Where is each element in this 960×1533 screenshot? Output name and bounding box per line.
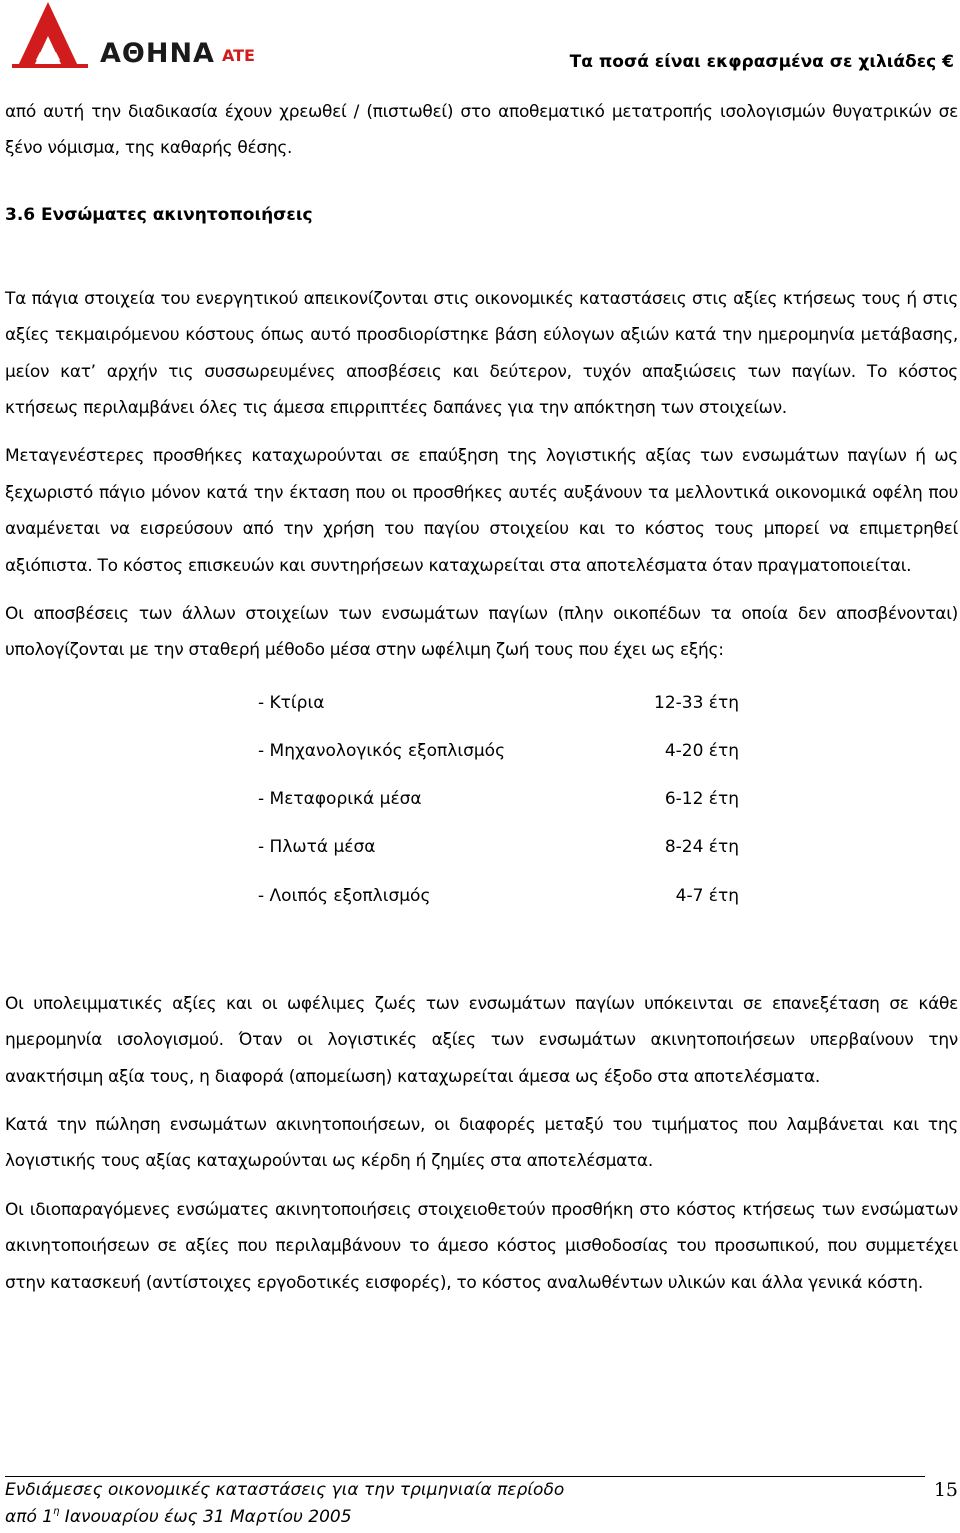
footer-period-prefix: από 1	[5, 1507, 54, 1527]
document-body	[5, 94, 958, 1313]
list-item-value: 4-20 έτη	[664, 741, 739, 762]
paragraph-2: Μεταγενέστερες προσθήκες καταχωρούνται σε επαύξηση της λογιστικής αξίας των ενσωμάτων παγίων ή ως ξεχωριστό πάγιο μόνον κατά την έκταση που οι προσθήκες αυτές αυξάνουν τα μελλοντικά οικονομικά οφέλη που αναμένεται να εισρεύσουν από την χρήση του παγίου στοιχείου και το κόστος τους μπορεί να επιμετρηθεί αξιόπιστα. Το κόστος επισκευών και συντηρήσεων καταχωρείται στα αποτελέσματα όταν πραγματοποιείται.	[5, 446, 958, 576]
list-item-label: - Λοιπός εξοπλισμός	[258, 885, 431, 906]
useful-life-list	[5, 691, 958, 932]
footer-period-suffix: Ιανουαρίου έως 31 Μαρτίου 2005	[59, 1507, 352, 1527]
paragraph-3: Οι αποσβέσεις των άλλων στοιχείων των ενσωμάτων παγίων (πλην οικοπέδων τα οποία δεν αποσβένονται) υπολογίζονται με την σταθερή μέθοδο μέσα στην ωφέλιμη ζωή τους που έχει ως εξής:	[5, 604, 958, 661]
list-item	[5, 691, 958, 739]
list-item	[5, 835, 958, 883]
paragraph-4: Οι υπολειμματικές αξίες και οι ωφέλιμες ζωές των ενσωμάτων παγίων υπόκεινται σε επανεξέταση σε κάθε ημερομηνία ισολογισμού. Όταν οι λογιστικές αξίες των ενσωμάτων ακινητοποιήσεων υπερβαίνουν την ανακτήσιμη αξία τους, η διαφορά (απομείωση) καταχωρείται άμεσα ως έξοδο στα αποτελέσματα.	[5, 993, 958, 1087]
list-item-value: 8-24 έτη	[664, 837, 739, 858]
footer-period-superscript: η	[53, 1506, 60, 1517]
footer-period	[5, 1507, 352, 1527]
logo-suffix: ATE	[222, 46, 255, 65]
list-item-label: - Μεταφορικά μέσα	[258, 789, 422, 810]
paragraph-6: Οι ιδιοπαραγόμενες ενσώματες ακινητοποιήσεις στοιχειοθετούν προσθήκη στο κόστος κτήσεως των ενσώματων ακινητοποιήσεων σε αξίες που περιλαμβάνουν το άμεσο κόστος μισθοδοσίας του προσωπικού, που συμμετέχει στην κατασκευή (αντίστοιχες εργοδοτικές εισφορές), το κόστος αναλωθέντων υλικών και άλλα γενικά κόστη.	[5, 1199, 958, 1293]
list-item	[5, 739, 958, 787]
logo-triangle-icon	[12, 2, 92, 70]
list-item-value: 12-33 έτη	[654, 692, 739, 713]
list-item-value: 4-7 έτη	[675, 885, 739, 906]
footer-divider	[5, 1476, 925, 1477]
list-item-label: - Κτίρια	[258, 692, 325, 713]
page-header	[0, 0, 960, 80]
paragraph-1: Τα πάγια στοιχεία του ενεργητικού απεικονίζονται στις οικονομικές καταστάσεις στις αξίες κτήσεως τους ή στις αξίες τεκμαιρόμενου κόστους όπως αυτό προσδιορίστηκε βάση εύλογων αξιών κατά την ημερομηνία μετάβασης, μείον κατ’ αρχήν τις συσσωρευμένες αποσβέσεις και δεύτερον, τυχόν απαξιώσεις των παγίων. Το κόστος κτήσεως περιλαμβάνει όλες τις άμεσα επιρριπτέες δαπάνες για την απόκτηση των στοιχείων.	[5, 288, 958, 419]
list-item	[5, 884, 958, 932]
currency-note: Τα ποσά είναι εκφρασμένα σε χιλιάδες €	[569, 52, 954, 72]
intro-paragraph: από αυτή την διαδικασία έχουν χρεωθεί / (πιστωθεί) στο αποθεματικό μετατροπής ισολογισμών θυγατρικών σε ξένο νόμισμα, της καθαρής θέσης.	[5, 102, 958, 159]
page-number: 15	[933, 1479, 958, 1501]
footer-title: Ενδιάμεσες οικονομικές καταστάσεις για την τριμηνιαία περίοδο	[5, 1480, 565, 1500]
company-logo	[12, 2, 255, 70]
list-item-label: - Πλωτά μέσα	[258, 837, 376, 858]
paragraph-5: Κατά την πώληση ενσωμάτων ακινητοποιήσεων, οι διαφορές μεταξύ του τιμήματος που λαμβάνεται και της λογιστικής τους αξίας καταχωρούνται ως κέρδη ή ζημίες στα αποτελέσματα.	[5, 1115, 958, 1172]
list-item	[5, 787, 958, 835]
list-item-value: 6-12 έτη	[664, 789, 739, 810]
list-item-label: - Μηχανολογικός εξοπλισμός	[258, 741, 506, 762]
section-title: 3.6 Ενσώματες ακινητοποιήσεις	[5, 204, 313, 225]
logo-wordmark: ΑΘΗΝΑ	[100, 38, 215, 69]
